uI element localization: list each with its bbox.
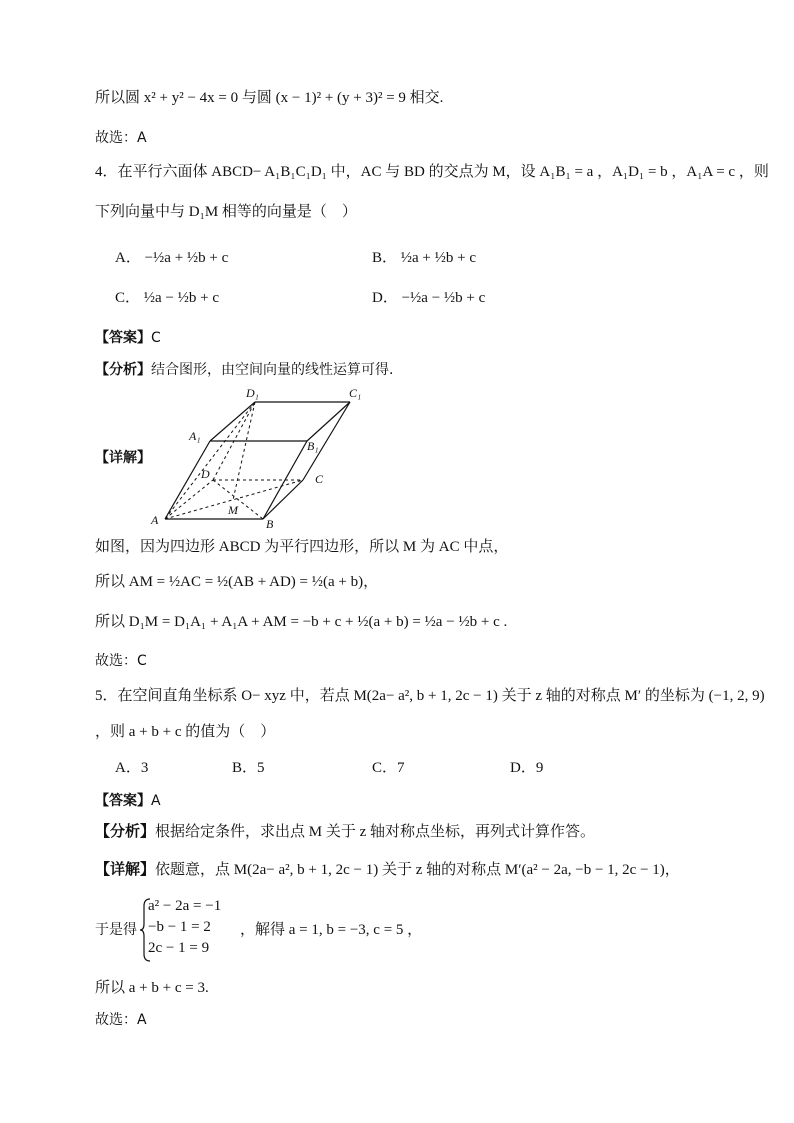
q4-detail-line3: 所以 D₁M = D₁A₁ + A₁A + AM = −b + c + ½(a + b) = ½a − ½b + c . <box>95 614 508 630</box>
diagonal-bd <box>213 480 263 519</box>
q5-answer-row <box>95 791 161 811</box>
label-b: B <box>266 517 274 530</box>
label-d: D <box>201 467 210 481</box>
edge-ad-hidden <box>165 480 213 519</box>
q5-detail-line1: 依题意，点 M(2a− a², b + 1, 2c − 1) 关于 z 轴的对称点 M′(a² − 2a, −b − 1, 2c − 1)， <box>155 862 680 878</box>
q4-detail-label-row <box>95 448 151 468</box>
q5-equation-2: −b − 1 = 2 <box>148 919 211 935</box>
q4-option-d: D． −½a − ½b + c <box>372 290 486 306</box>
q4-detail-line2: 所以 AM = ½AC = ½(AB + AD) = ½(a + b)， <box>95 574 379 590</box>
q4-option-b: B． ½a + ½b + c <box>372 250 476 266</box>
q3-choice: 故选：A <box>95 130 147 146</box>
q5-analysis-row <box>95 822 595 842</box>
q5-option-b: B．5 <box>232 760 265 776</box>
q5-system-result: ，解得 a = 1, b = −3, c = 5 ， <box>240 922 423 938</box>
q5-sum-line: 所以 a + b + c = 3. <box>95 980 209 996</box>
q4-option-c: C． ½a − ½b + c <box>115 290 219 306</box>
q5-stem-line2: ，则 a + b + c 的值为（ ） <box>95 724 276 740</box>
q5-option-c: C．7 <box>372 760 405 776</box>
label-b1: B₁ <box>307 439 319 453</box>
q4-analysis: 结合图形，由空间向量的线性运算可得. <box>151 362 394 378</box>
q4-answer: C <box>151 330 161 346</box>
q4-stem-line1: 4．在平行六面体 ABCD− A₁B₁C₁D₁ 中，AC 与 BD 的交点为 M，设 A₁B₁ = a ，A₁D₁ = b ，A₁A = c ，则 <box>95 164 769 180</box>
q4-answer-label: 【答案】 <box>95 330 151 346</box>
q5-option-d: D．9 <box>510 760 544 776</box>
q5-system-prefix: 于是得 <box>95 922 137 938</box>
label-c: C <box>315 472 324 486</box>
q5-detail-label: 【详解】 <box>95 862 156 878</box>
parallelepiped-figure <box>145 380 375 530</box>
label-m: M <box>228 503 238 517</box>
label-d1: D₁ <box>246 386 259 400</box>
q5-analysis: 根据给定条件，求出点 M 关于 z 轴对称点坐标，再列式计算作答。 <box>155 824 596 840</box>
q5-analysis-label: 【分析】 <box>95 824 156 840</box>
q5-answer: A <box>151 793 161 809</box>
q4-detail-line1: 如图，因为四边形 ABCD 为平行四边形，所以 M 为 AC 中点， <box>95 539 509 555</box>
q5-detail-row <box>95 860 680 880</box>
q5-equation-1: a² − 2a = −1 <box>148 898 222 914</box>
q5-option-a: A．3 <box>115 760 149 776</box>
q5-stem-line1: 5．在空间直角坐标系 O− xyz 中，若点 M(2a− a², b + 1, 2c − 1) 关于 z 轴的对称点 M′ 的坐标为 (−1, 2, 9) <box>95 688 765 704</box>
q4-analysis-label: 【分析】 <box>95 362 151 378</box>
q4-answer-row <box>95 328 161 348</box>
q4-option-a: A． −½a + ½b + c <box>115 250 229 266</box>
q5-equation-3: 2c − 1 = 9 <box>148 940 210 956</box>
q4-analysis-row <box>95 360 393 380</box>
label-c1: C₁ <box>349 386 362 400</box>
q5-answer-label: 【答案】 <box>95 793 151 809</box>
q4-detail-label: 【详解】 <box>95 450 151 466</box>
edge-b1c1 <box>307 402 350 441</box>
label-a1: A₁ <box>189 429 201 443</box>
edge-a1d1 <box>210 402 255 441</box>
q5-choice: 故选：A <box>95 1012 147 1028</box>
q4-stem-line2: 下列向量中与 D₁M 相等的向量是（ ） <box>95 204 357 220</box>
q3-conclusion: 所以圆 x² + y² − 4x = 0 与圆 (x − 1)² + (y + 3)² = 9 相交. <box>95 90 444 106</box>
q4-choice: 故选：C <box>95 653 147 669</box>
label-a: A <box>151 513 159 527</box>
